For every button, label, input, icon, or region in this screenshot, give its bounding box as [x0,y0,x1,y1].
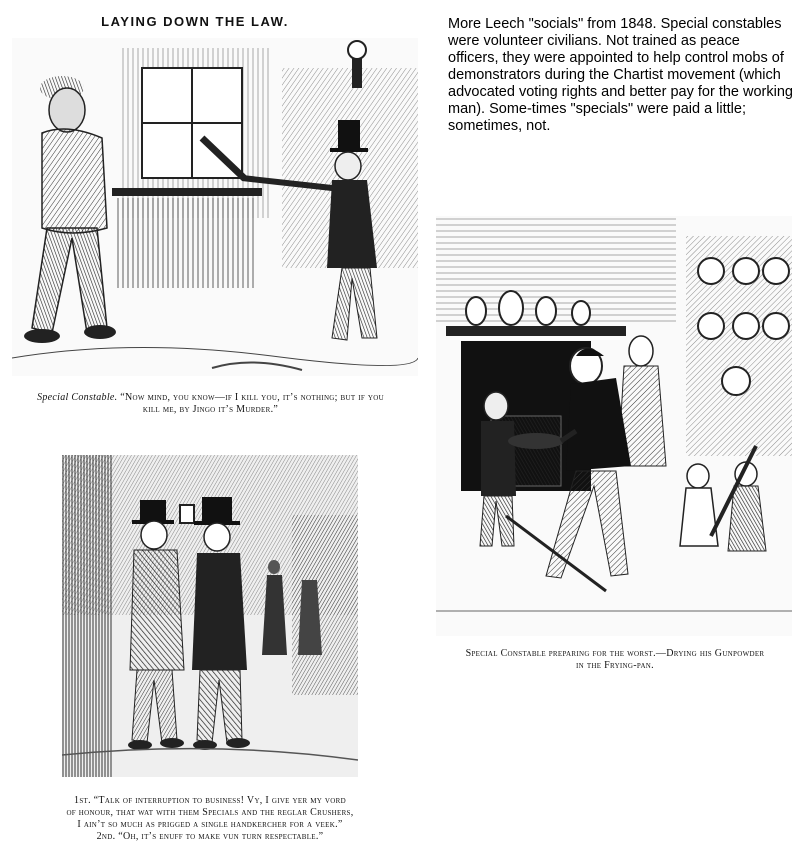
cartoon-drying-gunpowder [430,210,800,680]
caption-line: “Now mind, you know—if I kill you, it’s nothing; but if you [120,392,384,403]
caption-line: 1st. “Talk of interruption to business! Vy, I give yer my vord [74,795,346,806]
cartoon-title: LAYING DOWN THE LAW. [101,14,289,29]
engraving-interruption-to-business [62,455,358,777]
caption-line: Special Constable preparing for the worst.—Drying his Gunpowder [465,648,765,659]
caption-speaker: Special Constable. [37,392,118,403]
caption-line: 2nd. “Oh, it’s enuff to make vun turn respectable.” [96,831,324,842]
engraving-laying-down-the-law [12,38,418,376]
cartoon-laying-down-the-law [0,0,420,430]
cartoon-caption [430,648,800,672]
caption-line: of honour, that wat with them Specials and the reglar Crushers, [66,807,354,818]
cartoon-caption [10,795,410,843]
caption-line: I ain’t so much as prigged a single handkercher for a veek.” [77,819,343,830]
caption-line: kill me, by Jingo it’s Murder.” [142,404,279,415]
engraving-drying-gunpowder [436,216,792,636]
commentary-note: More Leech "socials" from 1848. Special constables were volunteer civilians. Not trained as peace officers, they were appointed to help control mobs of demonstrators during the Chartist movement (which advocated voting rights and better pay for the working man). Some-times "specials" were paid a little; sometimes, not. [448,16,793,134]
cartoon-interruption-to-business [0,455,420,868]
caption-line: in the Frying-pan. [576,660,654,671]
cartoon-caption [8,392,413,416]
